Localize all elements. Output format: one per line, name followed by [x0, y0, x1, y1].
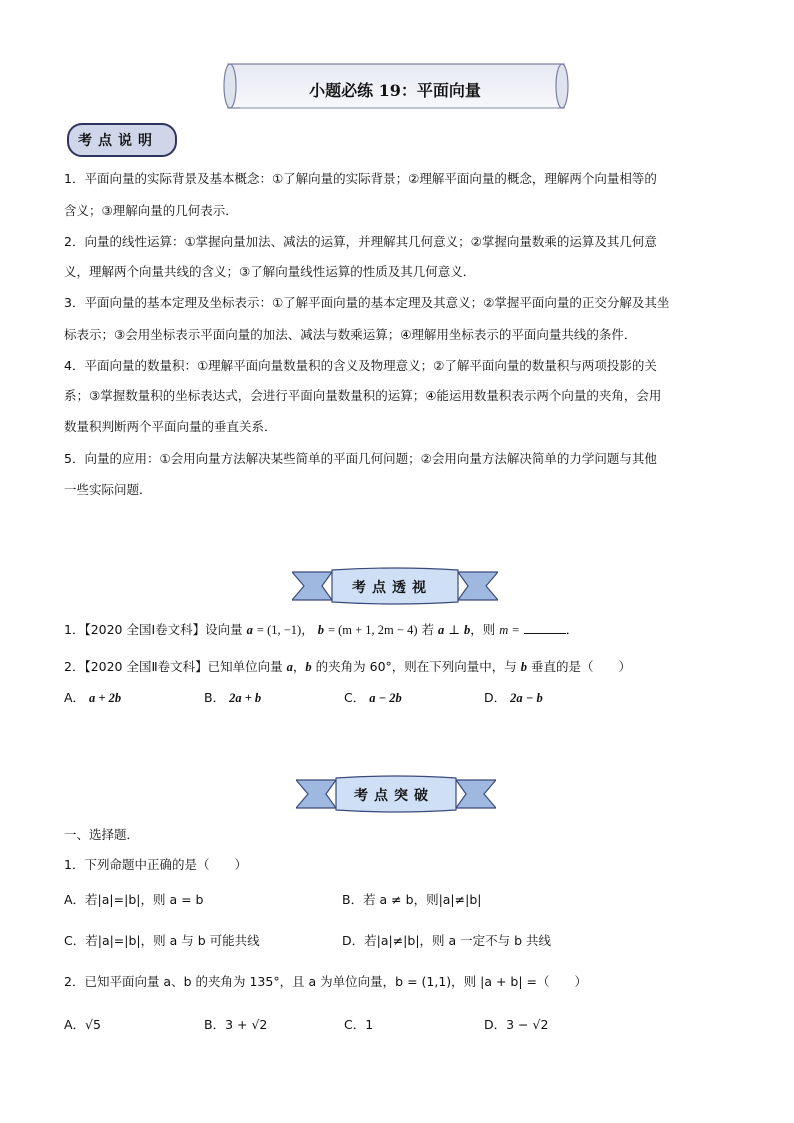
- option-expr: 2a − b: [510, 691, 543, 705]
- q2-stem-c: 垂直的是（ ）: [531, 659, 632, 674]
- explain-line: 2．向量的线性运算：①掌握向量加法、减法的运算，并理解其几何意义；②掌握向量数乘的运算及其几何意: [64, 234, 657, 249]
- bq1-option-b: B．若 a ≠ b，则|a|≠|b|: [342, 892, 482, 907]
- option-letter: A．: [64, 690, 86, 705]
- q1-mid: 若: [421, 622, 434, 637]
- title-banner: [220, 58, 570, 114]
- bq1-option-c: C．若|a|=|b|，则 a 与 b 可能共线: [64, 933, 260, 948]
- section-explain-label: 考点说明: [78, 133, 158, 149]
- explain-line: 1．平面向量的实际背景及基本概念：①了解向量的实际背景；②理解平面向量的概念，理解两个向量相等的: [64, 171, 657, 186]
- explain-line: 5．向量的应用：①会用向量方法解决某些简单的平面几何问题；②会用向量方法解决简单的力学问题与其他: [64, 451, 657, 466]
- section-perspective-label: 考点透视: [352, 580, 432, 596]
- option-expr: a + 2b: [89, 691, 122, 705]
- q2-option-c: [344, 689, 402, 707]
- q1-eq: m =: [499, 623, 520, 637]
- bq1-option-a: A．若|a|=|b|，则 a = b: [64, 892, 204, 907]
- q2-option-d: [484, 689, 543, 707]
- breakthrough-question-1: 1．下列命题中正确的是（ ）: [64, 857, 247, 872]
- q2-stem-a: 2．【2020 全国Ⅱ卷文科】已知单位向量: [64, 659, 283, 674]
- page-title: 小题必练 19：平面向量: [309, 81, 481, 100]
- explain-line: 标表示；③会用坐标表示平面向量的加法、减法与数乘运算；④理解用坐标表示的平面向量共线的条件．: [64, 327, 637, 342]
- q1-a-def: = (1, −1): [256, 623, 302, 637]
- section-heading: 一、选择题．: [64, 827, 140, 842]
- section-ribbon-perspective: [292, 566, 498, 606]
- explain-line: 4．平面向量的数量积：①理解平面向量数量积的含义及物理意义；②了解平面向量的数量积与两项投影的关: [64, 358, 657, 373]
- bq2-option-b: B．3 + √2: [204, 1017, 268, 1032]
- q1-then: ，则: [470, 622, 496, 637]
- q1-b-def: = (m + 1, 2m − 4): [327, 623, 418, 637]
- perspective-question-1: 1．【2020 全国Ⅰ卷文科】设向量 a = (1, −1)， b = (m + 1, 2m − 4) 若 a ⊥ b，则 m = ．: [64, 622, 579, 637]
- explain-line: 数量积判断两个平面向量的垂直关系．: [64, 419, 277, 434]
- bq2-option-a: A．√5: [64, 1017, 101, 1032]
- option-letter: D．: [484, 690, 507, 705]
- perspective-question-2: 2．【2020 全国Ⅱ卷文科】已知单位向量 a，b 的夹角为 60°，则在下列向量中，与 b 垂直的是（ ）: [64, 659, 632, 674]
- section-badge-explain: [66, 122, 178, 158]
- q1-prefix: 1．【2020 全国Ⅰ卷文科】设向量: [64, 622, 243, 637]
- q1-end: ．: [565, 622, 579, 637]
- section-ribbon-breakthrough: [296, 774, 496, 814]
- breakthrough-question-2: 2．已知平面向量 a、b 的夹角为 135°，且 a 为单位向量，b = (1,1)，则 |a + b| =（ ）: [64, 974, 588, 989]
- bq2-option-c: C．1: [344, 1017, 374, 1032]
- option-letter: B．: [204, 690, 226, 705]
- q2-option-b: [204, 689, 261, 707]
- option-expr: 2a + b: [229, 691, 262, 705]
- option-letter: C．: [344, 690, 366, 705]
- answer-blank: [524, 620, 566, 634]
- section-breakthrough-label: 考点突破: [354, 788, 434, 804]
- explain-line: 系；③掌握数量积的坐标表达式，会进行平面向量数量积的运算；④能运用数量积表示两个向量的夹角，会用: [64, 388, 662, 403]
- q2-stem-b: 的夹角为 60°，则在下列向量中，与: [315, 659, 517, 674]
- explain-line: 含义；③理解向量的几何表示．: [64, 203, 238, 218]
- q1-perp: ⊥: [448, 623, 460, 637]
- bq2-option-d: D．3 − √2: [484, 1017, 549, 1032]
- explain-line: 义，理解两个向量共线的含义；③了解向量线性运算的性质及其几何意义．: [64, 264, 476, 279]
- explain-line: 一些实际问题．: [64, 482, 152, 497]
- q2-option-a: [64, 689, 121, 707]
- bq1-option-d: D．若|a|≠|b|，则 a 一定不与 b 共线: [342, 933, 552, 948]
- explain-line: 3．平面向量的基本定理及坐标表示：①了解平面向量的基本定理及其意义；②掌握平面向量的正交分解及其坐: [64, 295, 670, 310]
- option-expr: a − 2b: [369, 691, 402, 705]
